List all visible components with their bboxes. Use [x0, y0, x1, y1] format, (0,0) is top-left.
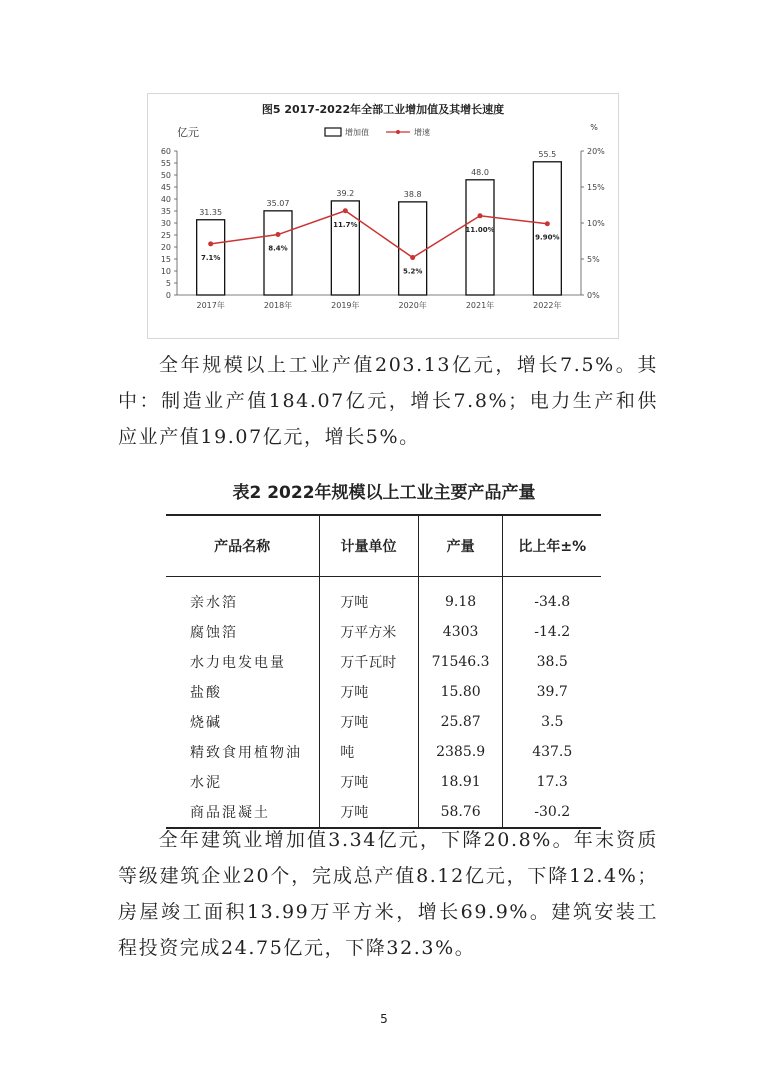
cell-product-name: 亲水箔: [166, 577, 320, 618]
x-tick-label: 2022年: [533, 301, 562, 310]
left-tick-label: 50: [160, 171, 171, 180]
growth-rate-point: [276, 232, 281, 237]
left-tick-label: 10: [160, 267, 171, 276]
growth-rate-point: [545, 221, 550, 226]
growth-rate-label: 11.00%: [465, 225, 495, 234]
x-tick-label: 2021年: [465, 301, 495, 310]
cell-unit: 万千瓦时: [320, 647, 418, 677]
left-axis-unit: 亿元: [177, 126, 199, 139]
left-tick-label: 55: [160, 159, 171, 168]
cell-product-name: 商品混凝土: [166, 797, 320, 828]
legend-line-label: 增速: [414, 128, 430, 137]
cell-unit: 吨: [320, 737, 418, 767]
table-title: 表2 2022年规模以上工业主要产品产量: [232, 483, 536, 503]
growth-rate-point: [208, 241, 213, 246]
cell-output: 15.80: [418, 677, 503, 707]
left-tick-label: 15: [160, 255, 171, 264]
cell-change: -14.2: [534, 624, 571, 640]
table-row: [166, 767, 601, 797]
growth-rate-label: 11.7%: [333, 220, 358, 229]
header-change: 比上年±%: [503, 515, 601, 577]
left-tick-label: 45: [160, 183, 171, 192]
cell-unit: 万吨: [320, 797, 418, 828]
cell-unit: 万平方米: [320, 617, 418, 647]
bar-2022年: [533, 162, 561, 295]
paragraph-industrial-output: [118, 347, 658, 455]
left-tick-label: 35: [160, 207, 171, 216]
legend-bar-swatch: [325, 128, 341, 136]
cell-product-name: 盐酸: [166, 677, 320, 707]
right-tick-label: 20%: [587, 147, 605, 156]
industry-value-chart: [147, 93, 619, 339]
growth-rate-line: [211, 211, 548, 258]
bar-2021年: [466, 180, 494, 295]
growth-rate-label: 9.90%: [535, 233, 560, 242]
bar-2020年: [399, 202, 427, 295]
table-row: [166, 647, 601, 677]
bar-value-label: 38.8: [403, 189, 422, 199]
legend-line-marker: [396, 130, 400, 134]
cell-product-name: 精致食用植物油: [166, 737, 320, 767]
bar-value-label: 39.2: [336, 188, 355, 198]
left-tick-label: 30: [160, 219, 171, 228]
bar-2019年: [331, 201, 359, 295]
growth-rate-point: [410, 255, 415, 260]
bar-value-label: 31.35: [199, 207, 223, 217]
table-row: [166, 677, 601, 707]
cell-change: 437.5: [532, 744, 573, 760]
paragraph-construction-text: 全年建筑业增加值3.34亿元，下降20.8%。年末资质等级建筑企业20个，完成总产值8.12亿元，下降12.4%；房屋竣工面积13.99万平方米，增长69.9%。建筑安装工程投资完成24.75亿元，下降32.3%。: [118, 829, 658, 959]
cell-product-name: 烧碱: [166, 707, 320, 737]
cell-change: 17.3: [536, 774, 568, 790]
x-tick-label: 2019年: [331, 301, 360, 310]
cell-output: 25.87: [418, 707, 503, 737]
growth-rate-label: 5.2%: [402, 267, 423, 276]
cell-output: 4303: [418, 617, 503, 647]
cell-unit: 万吨: [320, 707, 418, 737]
bar-2018年: [264, 211, 292, 295]
left-tick-label: 0: [165, 291, 171, 300]
table-row: [166, 737, 601, 767]
bar-value-label: 48.0: [471, 167, 489, 177]
cell-output: 58.76: [418, 797, 503, 828]
right-tick-label: 5%: [587, 255, 600, 264]
cell-change: 39.7: [536, 684, 568, 700]
growth-rate-label: 7.1%: [200, 253, 221, 262]
product-output-table: [166, 514, 601, 829]
left-tick-label: 40: [160, 195, 171, 204]
growth-rate-point: [343, 208, 348, 213]
paragraph-construction: [118, 822, 658, 966]
right-tick-label: 15%: [587, 183, 605, 192]
right-tick-label: 0%: [587, 291, 600, 300]
table-row: [166, 707, 601, 737]
legend-bar-label: 增加值: [345, 128, 369, 137]
header-unit: 计量单位: [320, 515, 418, 577]
table-row: [166, 617, 601, 647]
paragraph-industrial-output-text: 全年规模以上工业产值203.13亿元，增长7.5%。其中：制造业产值184.07亿元，增长7.8%；电力生产和供应业产值19.07亿元，增长5%。: [118, 354, 658, 448]
table-header-row: [166, 515, 601, 577]
x-tick-label: 2018年: [263, 301, 293, 310]
cell-output: 9.18: [418, 577, 503, 618]
x-tick-label: 2020年: [398, 301, 427, 310]
cell-unit: 万吨: [320, 577, 418, 618]
cell-unit: 万吨: [320, 767, 418, 797]
page-number: 5: [380, 1012, 388, 1026]
growth-rate-label: 8.4%: [268, 244, 288, 253]
growth-rate-point: [478, 213, 483, 218]
cell-change: -30.2: [503, 797, 601, 828]
header-product-name: 产品名称: [166, 515, 320, 577]
cell-change: -34.8: [534, 594, 571, 610]
cell-output: 71546.3: [418, 647, 503, 677]
right-axis-unit: %: [590, 123, 598, 132]
cell-product-name: 水力电发电量: [166, 647, 320, 677]
cell-product-name: 腐蚀箔: [166, 617, 320, 647]
header-output: 产量: [418, 515, 503, 577]
left-tick-label: 5: [165, 279, 171, 288]
left-tick-label: 25: [160, 231, 171, 240]
table-row: [166, 577, 601, 618]
left-tick-label: 20: [160, 243, 171, 252]
chart-canvas: [148, 94, 618, 338]
x-tick-label: 2017年: [196, 301, 225, 310]
chart-title: 图5 2017-2022年全部工业增加值及其增长速度: [261, 103, 505, 116]
left-tick-label: 60: [160, 147, 171, 156]
bar-value-label: 55.5: [538, 149, 557, 159]
bar-value-label: 35.07: [266, 198, 290, 208]
cell-product-name: 水泥: [166, 767, 320, 797]
cell-output: 18.91: [418, 767, 503, 797]
right-tick-label: 10%: [587, 219, 605, 228]
cell-unit: 万吨: [320, 677, 418, 707]
cell-change: 3.5: [541, 714, 564, 730]
cell-change: 38.5: [536, 654, 568, 670]
cell-output: 2385.9: [418, 737, 503, 767]
